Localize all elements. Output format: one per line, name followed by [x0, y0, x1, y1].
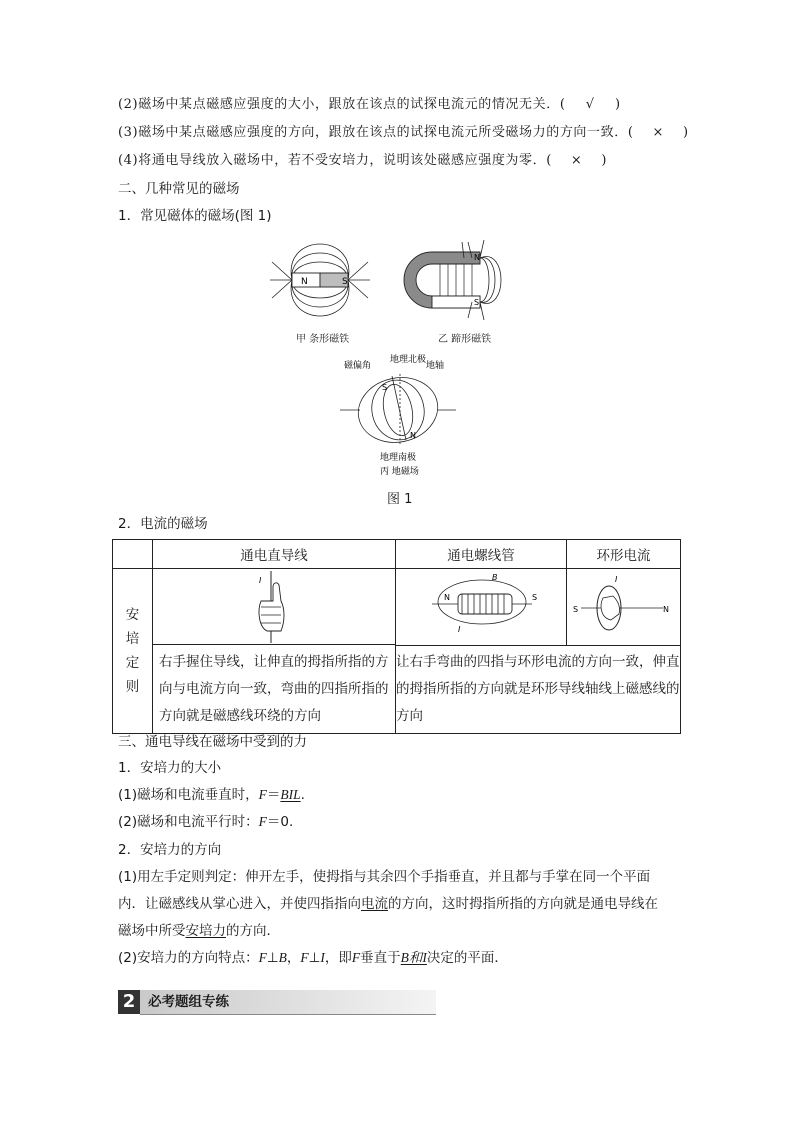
geo-south-label: 地理南极	[380, 453, 417, 463]
section-3-sub-2: 2．安培力的方向	[118, 842, 222, 858]
ring-i-label: I	[615, 575, 618, 585]
solenoid-s-label: S	[532, 593, 538, 603]
horseshoe-magnet-figure	[400, 238, 512, 322]
bar-magnet-caption: 甲 条形磁铁	[296, 334, 350, 345]
left-hand-rule-line-3: 磁场中所受安培力的方向．	[118, 923, 280, 939]
left-hand-rule-line-2: 内．让磁感线从掌心进入，并使四指指向电流的方向，这时拇指所指的方向就是通电导线在	[118, 896, 658, 912]
section-3-title: 三、通电导线在磁场中受到的力	[118, 734, 307, 750]
earth-field-caption: 丙 地磁场	[380, 467, 419, 477]
solenoid-n-label: N	[444, 593, 450, 603]
answer-mark: ×	[570, 153, 583, 168]
left-hand-rule-line-1: (1)用左手定则判定：伸开左手，使拇指与其余四个手指垂直，并且都与手掌在同一个平面	[118, 869, 651, 885]
section-2-title: 二、几种常见的磁场	[118, 181, 240, 197]
bar-magnet-figure	[266, 236, 374, 326]
ampere-rule-table	[112, 539, 681, 734]
straight-wire-hand-figure	[243, 571, 303, 643]
answer-b-and-i: B和I	[400, 950, 427, 965]
row-label: 安 培 定 则	[113, 569, 153, 734]
answer-current: 电流	[361, 896, 388, 912]
horseshoe-n-label: N	[474, 253, 480, 262]
section-3-sub-1: 1．安培力的大小	[118, 760, 222, 776]
solenoid-i-label: I	[458, 625, 461, 635]
earth-field-figure	[340, 354, 460, 480]
ring-current-figure-cell	[567, 569, 681, 646]
solenoid-figure	[396, 570, 564, 640]
header-solenoid: 通电螺线管	[396, 540, 567, 569]
straight-wire-rule: 右手握住导线，让伸直的拇指所指的方向与电流方向一致，弯曲的四指所指的方向就是磁感线环绕的方向	[153, 644, 395, 733]
answer-mark: ×	[652, 125, 664, 140]
section-2-sub-1: 1．常见磁体的磁场(图 1)	[118, 208, 272, 224]
straight-wire-cell	[153, 569, 396, 734]
ring-s-label: S	[573, 605, 579, 615]
ring-current-figure	[567, 570, 677, 640]
earth-s-label: S	[382, 383, 388, 392]
item-2: (2)磁场中某点磁感应强度的大小，跟放在该点的试探电流元的情况无关．( √ )	[118, 95, 621, 115]
answer-mark: √	[585, 97, 595, 112]
horseshoe-magnet-caption: 乙 蹄形磁铁	[438, 334, 492, 345]
formula-parallel: (2)磁场和电流平行时：F＝0.	[118, 814, 294, 830]
geo-north-label: 地理北极	[390, 355, 427, 365]
solenoid-b-label: B	[492, 573, 498, 583]
ring-n-label: N	[663, 605, 669, 615]
item-4: (4)将通电导线放入磁场中，若不受安培力，说明该处磁感应强度为零．( × )	[118, 151, 607, 171]
banner-text: 必考题组专练	[148, 994, 229, 1010]
figure-1-label: 图 1	[387, 492, 413, 507]
answer-ampere-force: 安培力	[185, 923, 226, 939]
formula-perpendicular: (1)磁场和电流垂直时，F＝BIL.	[118, 787, 305, 803]
banner-number: 2	[118, 990, 140, 1014]
answer-bil: BIL	[280, 787, 301, 802]
practice-banner	[118, 990, 436, 1014]
declination-label: 磁偏角	[344, 361, 372, 371]
force-direction-feature: (2)安培力的方向特点：F⊥B，F⊥I，即F垂直于B和I决定的平面．	[118, 950, 508, 966]
bar-n-label: N	[301, 277, 308, 287]
earth-n-label: N	[410, 431, 416, 440]
straight-wire-i-label: I	[259, 576, 262, 585]
bar-s-label: S	[342, 277, 348, 287]
section-2-sub-2: 2．电流的磁场	[118, 516, 208, 532]
earth-axis-label: 地轴	[426, 361, 445, 371]
item-3: (3)磁场中某点磁感应强度的方向，跟放在该点的试探电流元所受磁场力的方向一致．( × )	[118, 123, 689, 143]
header-ring-current: 环形电流	[567, 540, 681, 569]
coil-rule: 让右手弯曲的四指与环形电流的方向一致，伸直的拇指所指的方向就是环形导线轴线上磁感线的方向	[396, 646, 681, 734]
header-straight-wire: 通电直导线	[153, 540, 396, 569]
horseshoe-s-label: S	[474, 298, 480, 307]
solenoid-figure-cell	[396, 569, 567, 646]
